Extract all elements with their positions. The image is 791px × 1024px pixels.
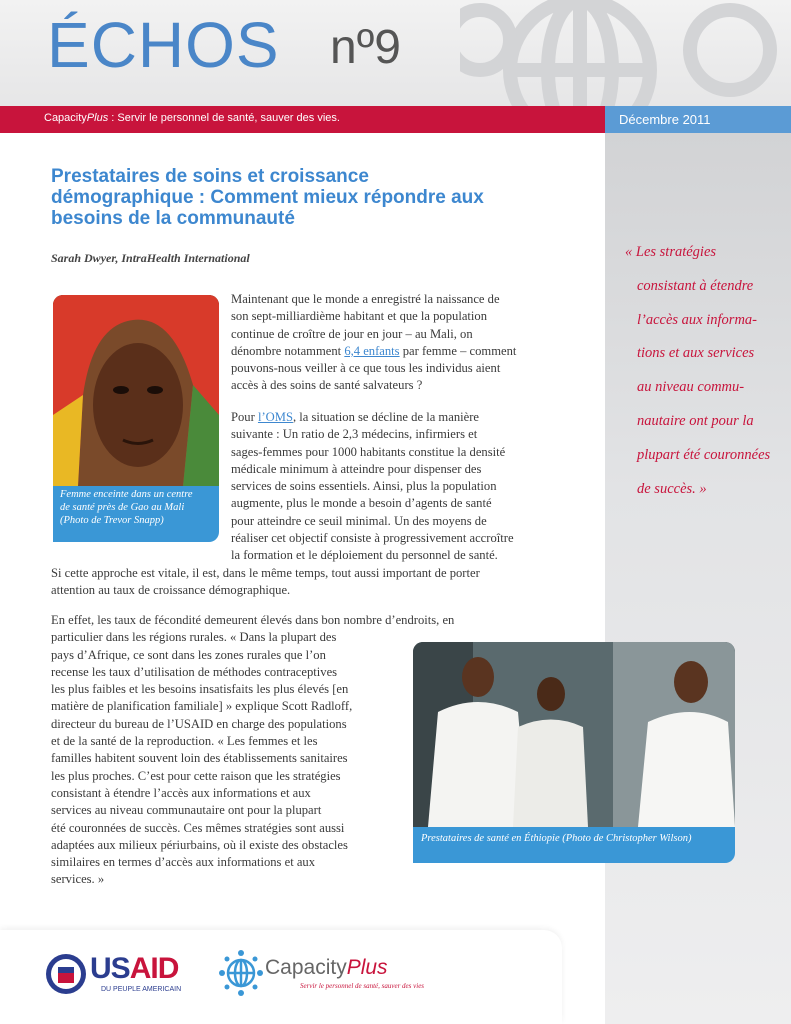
usaid-subtitle: DU PEUPLE AMERICAIN <box>101 986 182 993</box>
article-title: Prestataires de soins et croissance démographique : Comment mieux répondre aux besoins de la communauté <box>51 166 484 229</box>
usaid-logo: USAID <box>90 952 179 985</box>
article-author: Sarah Dwyer, IntraHealth International <box>51 251 250 265</box>
capacityplus-globe-icon <box>219 948 263 998</box>
quote-line: nautaire ont pour la <box>637 412 754 429</box>
masthead <box>0 0 791 106</box>
date-bar <box>605 106 791 133</box>
quote-line: tions et aux services <box>637 345 755 362</box>
photo-pregnant-woman <box>53 295 219 486</box>
capacityplus-tagline: Servir le personnel de santé, sauver des vies <box>300 982 425 990</box>
quote-line: au niveau commu- <box>637 379 745 396</box>
tagline: CapacityPlus : Servir le personnel de santé, sauver des vies. <box>44 112 340 124</box>
capacityplus-logo: CapacityPlus <box>265 956 388 979</box>
quote-line: l’accès aux informa- <box>637 311 757 328</box>
globe-watermark-icon <box>460 0 791 106</box>
photo-health-workers-ethiopia <box>413 642 735 827</box>
quote-line: plupart été couronnées <box>637 446 771 463</box>
quote-line: de succès. » <box>637 480 707 497</box>
newsletter-title: ÉCHOS <box>47 9 280 81</box>
link-6-4-enfants[interactable]: 6,4 enfants <box>344 343 400 358</box>
quote-line: « Les stratégies <box>625 244 717 260</box>
photo1-caption: Femme enceinte dans un centre de santé près de Gao au Mali (Photo de Trevor Snapp) <box>53 486 219 542</box>
issue-date: Décembre 2011 <box>619 112 711 127</box>
photo2-caption: Prestataires de santé en Éthiopie (Photo de Christopher Wilson) <box>413 827 735 863</box>
paragraph-3: En effet, les taux de fécondité demeurent élevés dans bon nombre d’endroits, en particulier dans les régions rurales. « Dans la plupart des pays d’Afrique, ce sont dans les zones rurales que l’on recense les taux d’utilisation de méthodes contraceptives les plus faibles et les besoins insatisfaits les plus élevés [en matière de planification familiale] » explique Scott Radloff, directeur du bureau de l’USAID en charge des populations et de la santé de la reproduction. « Les femmes et les familles habitent souvent loin des établissements sanitaires les plus proches. C’est pour cette raison que les stratégies consistant à étendre l’accès aux informations et aux services au niveau communautaire ont pour la plupart été couronnées de succès. Ces mêmes stratégies sont aussi adaptées aux milieux périurbains, où il existe des obstacles similaires en termes d’accès aux informations et aux services. » <box>51 613 455 887</box>
tagline-bar <box>0 106 605 133</box>
usaid-seal-icon <box>45 953 87 995</box>
issue-number: nº9 <box>330 21 401 74</box>
paragraph-2: Pour l’OMS, la situation se décline de la manière suivante : Un ratio de 2,3 médecins, infirmiers et sages-femmes pour 1000 habitants constitue la densité médicale minimum à atteindre pour dispenser des services de soins essentiels. Ainsi, plus la population augmente, plus le monde a besoin d’agents de santé pour atteindre ce seuil minimal. Un des moyens de réaliser cet objectif consiste à progressivement accroître la formation et le déploiement du personnel de santé. Si cette approche est vitale, il est, dans le même temps, tout aussi important de porter attention au taux de croissance démographique. <box>51 410 514 597</box>
paragraph-1: Maintenant que le monde a enregistré la naissance de son sept-milliardième habitant et que la population continue de croître de jour en jour – au Mali, on dénombre notamment 6,4 enfants par femme – comment pouvons-nous veiller à ce que tous les individus aient accès à des soins de santé salvateurs ? <box>231 292 517 393</box>
pull-quote <box>625 236 785 506</box>
health-workers-illustration <box>413 642 735 827</box>
quote-line: consistant à étendre <box>637 277 754 294</box>
link-oms[interactable]: l’OMS <box>257 410 293 424</box>
woman-portrait-illustration <box>53 295 219 486</box>
